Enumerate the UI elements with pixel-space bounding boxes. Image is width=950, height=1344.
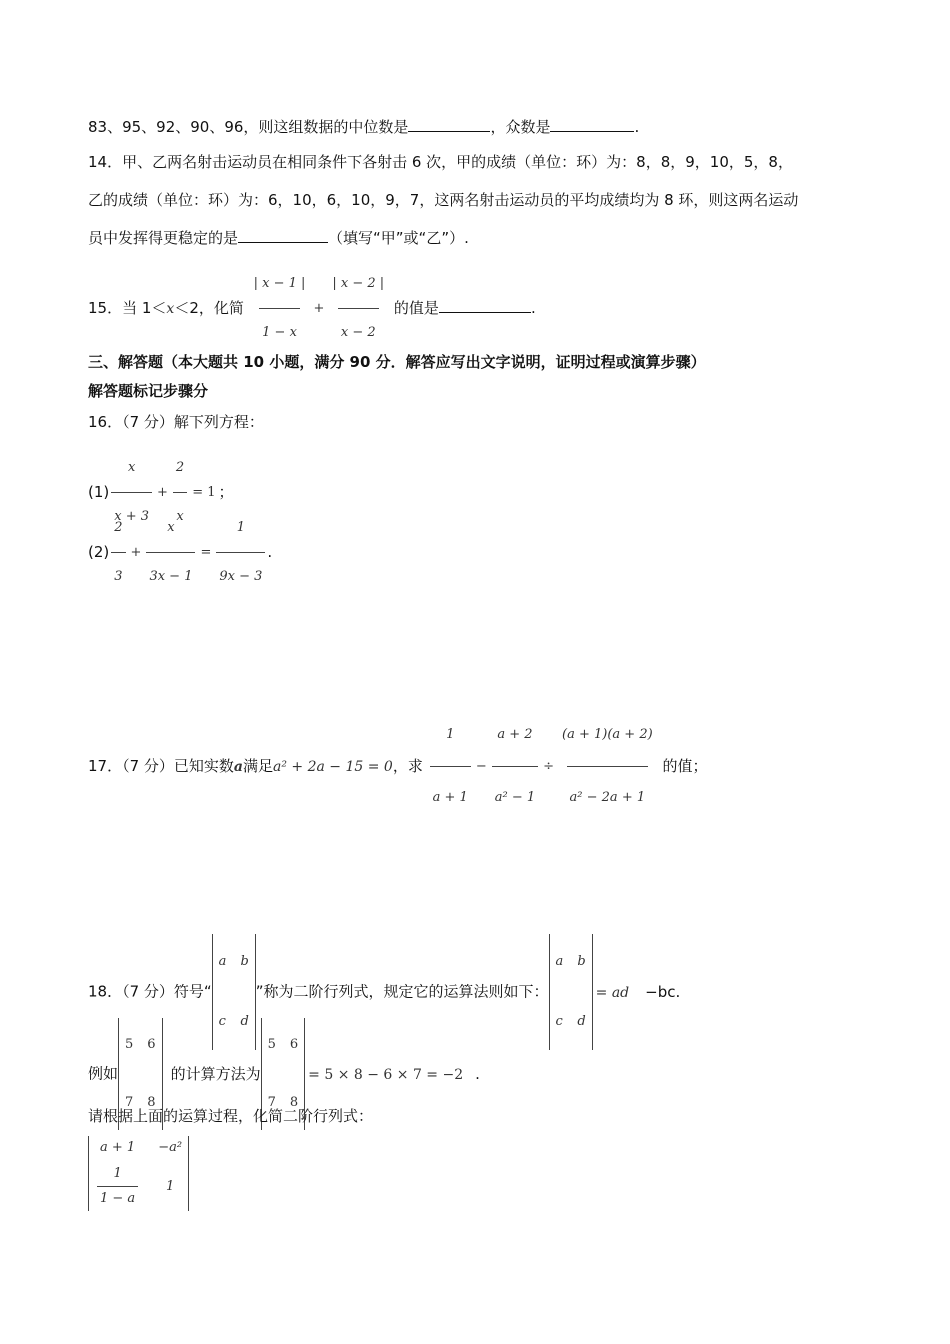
q16-p2-eq: = (200, 544, 212, 560)
q16-p2-frac1 (111, 506, 125, 599)
target-c-fraction (97, 1164, 138, 1209)
q15-end: . (530, 299, 536, 317)
q18-task: 请根据上面的运算过程，化简二阶行列式： (88, 1107, 374, 1125)
q13-blank-mode[interactable] (550, 117, 634, 132)
q13-continuation (88, 117, 639, 137)
q16-p1-label: (1) (88, 483, 110, 501)
section3-title: 三、解答题（本大题共 10 小题，满分 90 分．解答应写出文字说明，证明过程或演算步骤） (88, 353, 706, 371)
q17-frac1 (430, 706, 471, 827)
q14-line3-text: 员中发挥得更稳定的是 (88, 229, 239, 247)
q14-line3-hint: （填写“甲”或“乙”）. (328, 229, 469, 247)
det-b: b (240, 954, 249, 969)
q15-prefix: 15．当 1＜ (88, 299, 167, 317)
target-b: −a² (158, 1140, 183, 1155)
ex-b: 6 (147, 1037, 156, 1052)
q16-p1-end: ； (218, 483, 234, 501)
q16-p2-plus: + (130, 544, 142, 560)
q18-example-prefix: 例如 (88, 1064, 119, 1083)
q16-p2-f3-num: 1 (236, 520, 246, 535)
q13-blank-median[interactable] (408, 117, 490, 132)
q17-condition: a² + 2a − 15 = 0 (273, 759, 393, 775)
q14-line2: 乙的成绩（单位：环）为：6，10，6，10，9，7，这两名射击运动员的平均成绩均为 8 环，则这两名运动 (88, 191, 799, 209)
q17-f2-num: a + 2 (497, 727, 533, 742)
q15-f1-num: | x − 1 | (253, 276, 306, 291)
q15-blank[interactable] (439, 298, 531, 313)
q18-target-determinant (88, 1136, 189, 1211)
ex2-d: 8 (289, 1095, 299, 1110)
rule-a: a (555, 954, 564, 969)
q16-part2 (88, 506, 272, 599)
q18-example-mid: 的计算方法为 (170, 1064, 261, 1083)
q16-p1-plus: + (157, 484, 168, 500)
rule-c: c (555, 1014, 563, 1029)
target-c-den: 1 − a (97, 1186, 138, 1209)
det-c: c (218, 1014, 226, 1029)
q15-fraction-2 (329, 262, 387, 355)
q16-p1-f1-num: x (127, 460, 136, 475)
q16-p1-f2-den: x (173, 492, 186, 539)
q18-rule-tail: −bc. (645, 982, 681, 1001)
q17-f3-den: a² − 2a + 1 (567, 766, 649, 827)
q17-f1-num: 1 (446, 727, 455, 742)
q17-var: a (233, 759, 243, 775)
ex2-a: 5 (267, 1037, 276, 1052)
q16-p2-f2-den: 3x − 1 (146, 552, 195, 599)
q18-determinant-rule (549, 934, 593, 1050)
q17-prefix: 17．（7 分）已知实数 (88, 757, 234, 775)
q18-example-calc: = 5 × 8 − 6 × 7 = −2 (308, 1066, 464, 1083)
q17-f1-den: a + 1 (430, 766, 471, 827)
q16-p1-f1-den: x + 3 (111, 492, 152, 539)
q17-div: ÷ (543, 758, 555, 774)
q15-plus: + (313, 300, 325, 316)
q17-ask: ，求 (392, 757, 423, 775)
q16-p1-eq: = 1 (192, 484, 216, 500)
q16-p2-f3-den: 9x − 3 (216, 552, 265, 599)
q16-p2-f2-num: x (167, 520, 175, 535)
q16-p2-end: . (267, 543, 273, 561)
q16-p2-f1-num: 2 (114, 520, 123, 535)
q13-mode-text: ，众数是 (490, 118, 551, 136)
q14-blank[interactable] (238, 228, 328, 243)
ex2-c: 7 (267, 1095, 276, 1110)
q15-f2-num: | x − 2 | (332, 276, 385, 291)
target-a: a + 1 (100, 1140, 136, 1155)
ex-d: 8 (147, 1095, 156, 1110)
q16-p2-label: (2) (88, 543, 110, 561)
q17-frac3 (559, 706, 656, 827)
q13-text: 83、95、92、90、96，则这组数据的中位数是 (88, 118, 409, 136)
q15 (88, 262, 536, 355)
q15-f2-den: x − 2 (338, 308, 379, 355)
q17-f3-num: (a + 1)(a + 2) (562, 727, 653, 742)
q16-p2-frac3 (216, 506, 265, 599)
det-d: d (240, 1014, 249, 1029)
q15-suffix: 的值是 (393, 299, 439, 317)
q14-line1: 14．甲、乙两名射击运动员在相同条件下各射击 6 次，甲的成绩（单位：环）为：8，8，9，10，5，8， (88, 153, 793, 171)
q18-mid: ”称为二阶行列式，规定它的运算法则如下： (255, 982, 549, 1001)
rule-d: d (577, 1014, 586, 1029)
target-d: 1 (165, 1178, 175, 1194)
q17 (88, 706, 707, 827)
q18-target-det (88, 1136, 189, 1211)
q17-minus: − (475, 758, 487, 774)
det-a: a (218, 954, 227, 969)
q16-p2-f1-den: 3 (111, 552, 125, 599)
q15-middle: ＜2，化简 (174, 299, 244, 317)
q15-var: x (166, 301, 175, 317)
target-c-num: 1 (113, 1166, 122, 1181)
q18-example-end: . (475, 1064, 480, 1083)
q14-line3 (88, 228, 469, 248)
q13-end: . (634, 118, 640, 136)
ex-c: 7 (125, 1095, 134, 1110)
q16-stem: 16．（7 分）解下列方程： (88, 413, 264, 431)
q16-p2-frac2 (146, 506, 195, 599)
q17-f2-den: a² − 1 (492, 766, 538, 827)
q16-p1-f2-num: 2 (175, 460, 185, 475)
rule-b: b (577, 954, 586, 969)
q17-suffix: 的值； (662, 757, 708, 775)
q17-frac2 (492, 706, 538, 827)
q15-f1-den: 1 − x (259, 308, 300, 355)
q15-fraction-1 (251, 262, 309, 355)
section3-subtitle: 解答题标记步骤分 (88, 382, 209, 400)
q18-rule-result: = ad (595, 984, 630, 1001)
q17-mid: 满足 (242, 757, 273, 775)
q18-prefix: 18．（7 分）符号“ (88, 982, 212, 1001)
ex-a: 5 (125, 1037, 134, 1052)
ex2-b: 6 (289, 1037, 299, 1052)
